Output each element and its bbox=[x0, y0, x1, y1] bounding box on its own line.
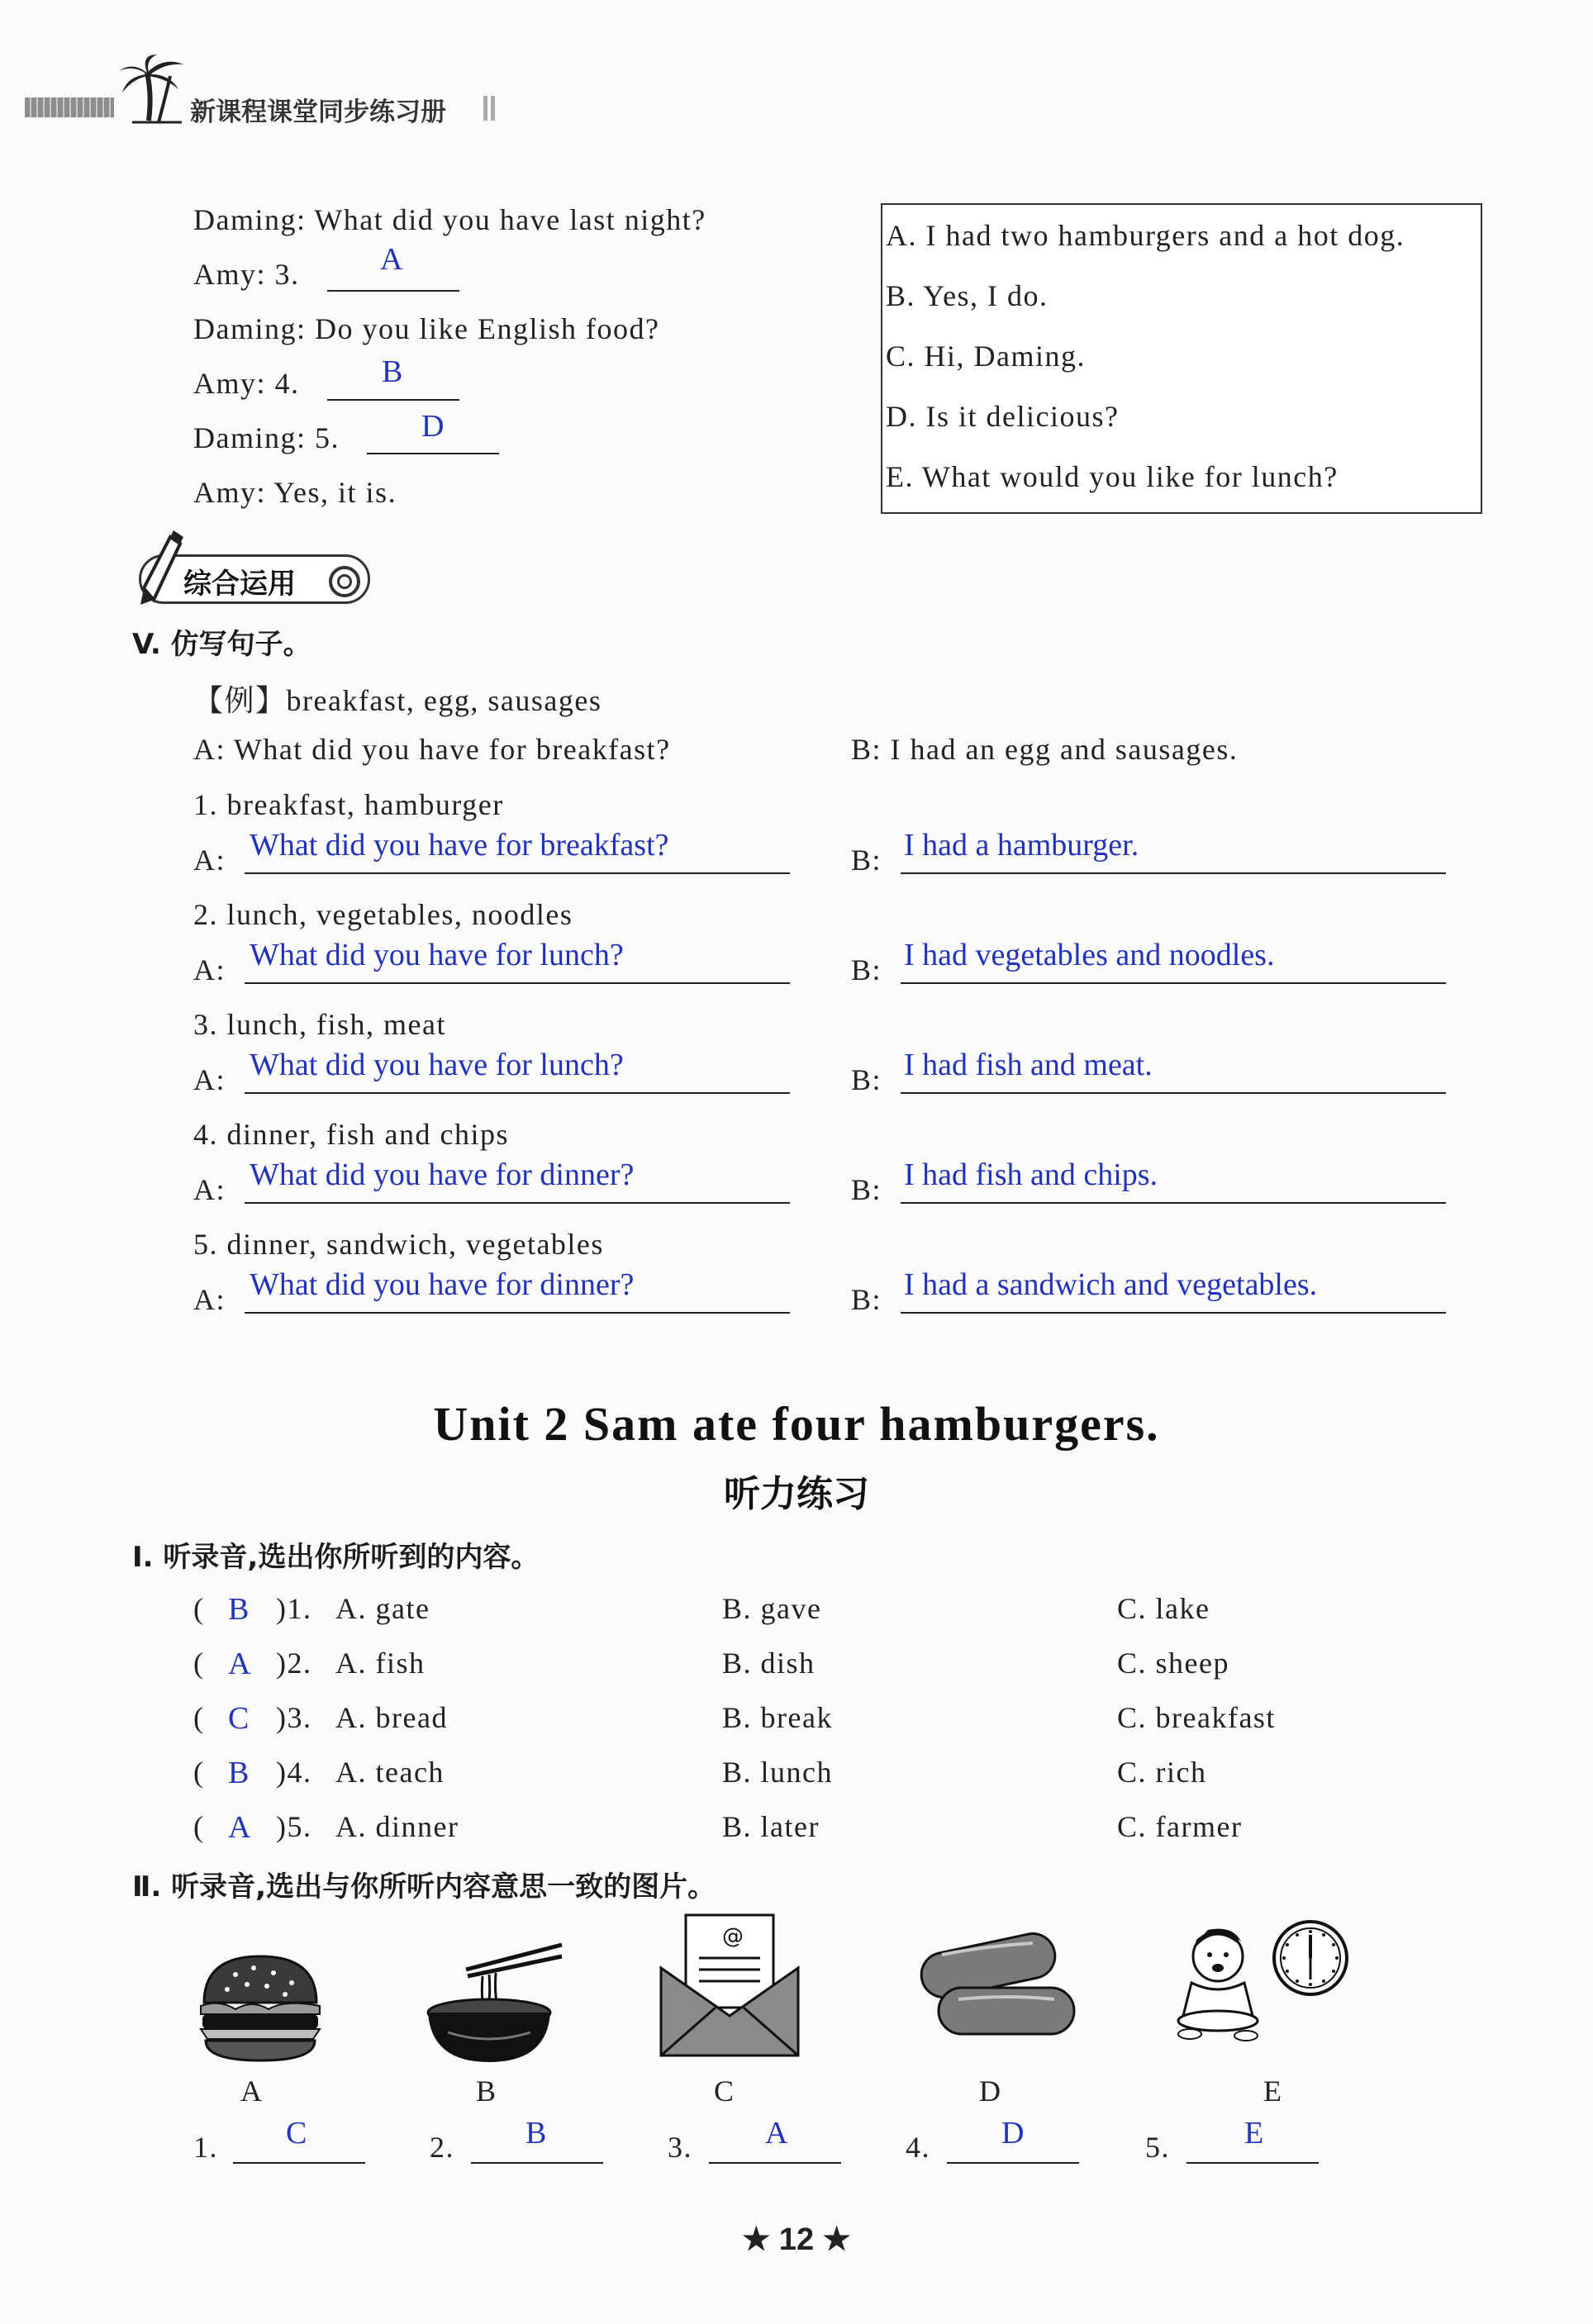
choice-c: C. rich bbox=[1117, 1756, 1207, 1789]
question-number: )5. bbox=[276, 1810, 312, 1843]
dialog-answer: B bbox=[382, 354, 403, 389]
paren-open: ( bbox=[193, 1810, 205, 1843]
written-question: What did you have for breakfast? bbox=[250, 828, 669, 863]
answer-blank bbox=[233, 2162, 365, 2164]
answer-line bbox=[901, 1092, 1446, 1094]
speaker-label-a: A: bbox=[193, 1063, 226, 1096]
hamburger-icon bbox=[194, 1950, 326, 2065]
choice-answer: C bbox=[228, 1701, 250, 1736]
option-item: E. What would you like for lunch? bbox=[886, 460, 1339, 493]
question-number: 1. bbox=[193, 2131, 218, 2164]
speaker-label-a: A: bbox=[193, 844, 226, 877]
unit-title: Unit 2 Sam ate four hamburgers. bbox=[433, 1397, 1160, 1451]
picture-label: C bbox=[713, 2074, 734, 2108]
answer-blank bbox=[327, 290, 459, 292]
answer-blank bbox=[471, 2162, 603, 2164]
choice-c: C. lake bbox=[1117, 1592, 1210, 1625]
unit-subtitle: 听力练习 bbox=[724, 1473, 869, 1515]
choice-c: C. breakfast bbox=[1117, 1701, 1276, 1734]
picture-answer: D bbox=[1001, 2116, 1025, 2151]
question-number: )2. bbox=[276, 1647, 312, 1680]
answer-blank bbox=[709, 2162, 841, 2164]
paren-open: ( bbox=[193, 1647, 205, 1680]
exercise-prompt: 3. lunch, fish, meat bbox=[193, 1008, 446, 1041]
question-number: )3. bbox=[276, 1701, 312, 1734]
answer-line bbox=[901, 1202, 1446, 1204]
answer-line bbox=[245, 1312, 790, 1314]
answer-line bbox=[245, 1092, 790, 1094]
example-prompt: 【例】breakfast, egg, sausages bbox=[193, 684, 602, 717]
exercise-prompt: 5. dinner, sandwich, vegetables bbox=[193, 1228, 604, 1261]
pencil-icon bbox=[129, 529, 187, 608]
choice-c: C. sheep bbox=[1117, 1647, 1229, 1680]
option-item: B. Yes, I do. bbox=[886, 279, 1049, 312]
example-answer: B: I had an egg and sausages. bbox=[851, 733, 1239, 766]
answer-line bbox=[245, 1202, 790, 1204]
section-title: V. 仿写句子。 bbox=[132, 628, 311, 661]
speaker-label-a: A: bbox=[193, 1173, 226, 1206]
picture-answer: B bbox=[525, 2116, 547, 2151]
question-number: 3. bbox=[668, 2131, 692, 2164]
choice-b: B. later bbox=[722, 1810, 820, 1843]
choice-answer: B bbox=[228, 1592, 250, 1627]
answer-line bbox=[245, 872, 790, 874]
answer-blank bbox=[947, 2162, 1079, 2164]
dialog-answer: A bbox=[380, 242, 403, 277]
section-title: Ⅱ. 听录音,选出与你所听内容意思一致的图片。 bbox=[132, 1870, 716, 1903]
section-title: Ⅰ. 听录音,选出你所听到的内容。 bbox=[132, 1541, 540, 1574]
exercise-prompt: 4. dinner, fish and chips bbox=[193, 1118, 509, 1151]
question-number: )1. bbox=[276, 1592, 312, 1625]
answer-line bbox=[901, 1312, 1446, 1314]
sausages-icon bbox=[909, 1925, 1082, 2049]
written-answer: I had a sandwich and vegetables. bbox=[904, 1267, 1318, 1302]
option-item: D. Is it delicious? bbox=[886, 400, 1120, 433]
picture-answer: A bbox=[765, 2116, 788, 2151]
option-item: C. Hi, Daming. bbox=[886, 340, 1086, 373]
written-answer: I had fish and chips. bbox=[904, 1157, 1158, 1192]
answer-line bbox=[245, 982, 790, 984]
choice-b: B. lunch bbox=[722, 1756, 833, 1789]
paren-open: ( bbox=[193, 1701, 205, 1734]
page-number: ★ 12 ★ bbox=[742, 2222, 851, 2257]
choice-b: B. gave bbox=[722, 1592, 822, 1625]
choice-a: A. bread bbox=[335, 1701, 448, 1734]
question-number: 2. bbox=[430, 2131, 454, 2164]
dialog-line: Amy: 4. bbox=[193, 367, 300, 400]
choice-answer: A bbox=[228, 1810, 251, 1845]
written-question: What did you have for dinner? bbox=[250, 1157, 635, 1192]
picture-label: A bbox=[240, 2074, 262, 2108]
dialog-answer: D bbox=[421, 409, 445, 444]
picture-answer: C bbox=[286, 2116, 307, 2151]
choice-a: A. dinner bbox=[335, 1810, 459, 1843]
dialog-line: Daming: 5. bbox=[193, 421, 340, 454]
written-answer: I had a hamburger. bbox=[904, 828, 1139, 863]
written-question: What did you have for lunch? bbox=[250, 938, 624, 972]
written-question: What did you have for dinner? bbox=[250, 1267, 635, 1302]
svg-text:@: @ bbox=[722, 1924, 744, 1949]
choice-a: A. gate bbox=[335, 1592, 430, 1625]
speaker-label-b: B: bbox=[851, 1173, 882, 1206]
choice-c: C. farmer bbox=[1117, 1810, 1243, 1843]
answer-line bbox=[901, 872, 1446, 874]
option-item: A. I had two hamburgers and a hot dog. bbox=[886, 219, 1405, 252]
dialog-line: Amy: Yes, it is. bbox=[193, 476, 397, 509]
header-decoration-bar bbox=[25, 97, 114, 117]
header-separator bbox=[483, 96, 487, 121]
speaker-label-a: A: bbox=[193, 1283, 226, 1316]
picture-label: E bbox=[1263, 2074, 1282, 2108]
badge-ring-icon bbox=[337, 574, 352, 589]
paren-open: ( bbox=[193, 1756, 205, 1789]
answer-line bbox=[901, 982, 1446, 984]
dialog-line: Daming: What did you have last night? bbox=[193, 203, 706, 236]
picture-label: D bbox=[979, 2074, 1001, 2108]
picture-answer: E bbox=[1244, 2116, 1264, 2151]
exercise-prompt: 2. lunch, vegetables, noodles bbox=[193, 898, 573, 931]
example-question: A: What did you have for breakfast? bbox=[193, 733, 671, 766]
exercise-prompt: 1. breakfast, hamburger bbox=[193, 788, 504, 821]
choice-a: A. fish bbox=[335, 1647, 426, 1680]
choice-b: B. dish bbox=[722, 1647, 816, 1680]
dialog-line: Daming: Do you like English food? bbox=[193, 312, 660, 345]
choice-answer: A bbox=[228, 1647, 251, 1681]
speaker-label-b: B: bbox=[851, 953, 882, 986]
question-number: )4. bbox=[276, 1756, 312, 1789]
speaker-label-a: A: bbox=[193, 953, 226, 986]
noodle-bowl-icon bbox=[423, 1941, 563, 2065]
speaker-label-b: B: bbox=[851, 1283, 882, 1316]
answer-blank bbox=[1186, 2162, 1319, 2164]
paren-open: ( bbox=[193, 1592, 205, 1625]
speaker-label-b: B: bbox=[851, 844, 882, 877]
speaker-label-b: B: bbox=[851, 1063, 882, 1096]
boy-eating-clock-icon bbox=[1175, 1917, 1357, 2057]
written-answer: I had fish and meat. bbox=[904, 1048, 1153, 1082]
written-question: What did you have for lunch? bbox=[250, 1048, 624, 1082]
dialog-line: Amy: 3. bbox=[193, 258, 300, 291]
choice-b: B. break bbox=[722, 1701, 833, 1734]
section-badge-label: 综合运用 bbox=[183, 568, 296, 601]
header-separator bbox=[491, 96, 495, 121]
picture-label: B bbox=[475, 2074, 496, 2108]
answer-blank bbox=[367, 453, 499, 454]
written-answer: I had vegetables and noodles. bbox=[904, 938, 1275, 972]
choice-answer: B bbox=[228, 1756, 250, 1790]
palm-tree-icon bbox=[116, 53, 190, 124]
question-number: 5. bbox=[1145, 2131, 1170, 2164]
header-title: 新课程课堂同步练习册 bbox=[190, 97, 446, 127]
letter-envelope-icon bbox=[658, 1910, 801, 2059]
question-number: 4. bbox=[906, 2131, 930, 2164]
answer-blank bbox=[327, 399, 459, 401]
choice-a: A. teach bbox=[335, 1756, 445, 1789]
